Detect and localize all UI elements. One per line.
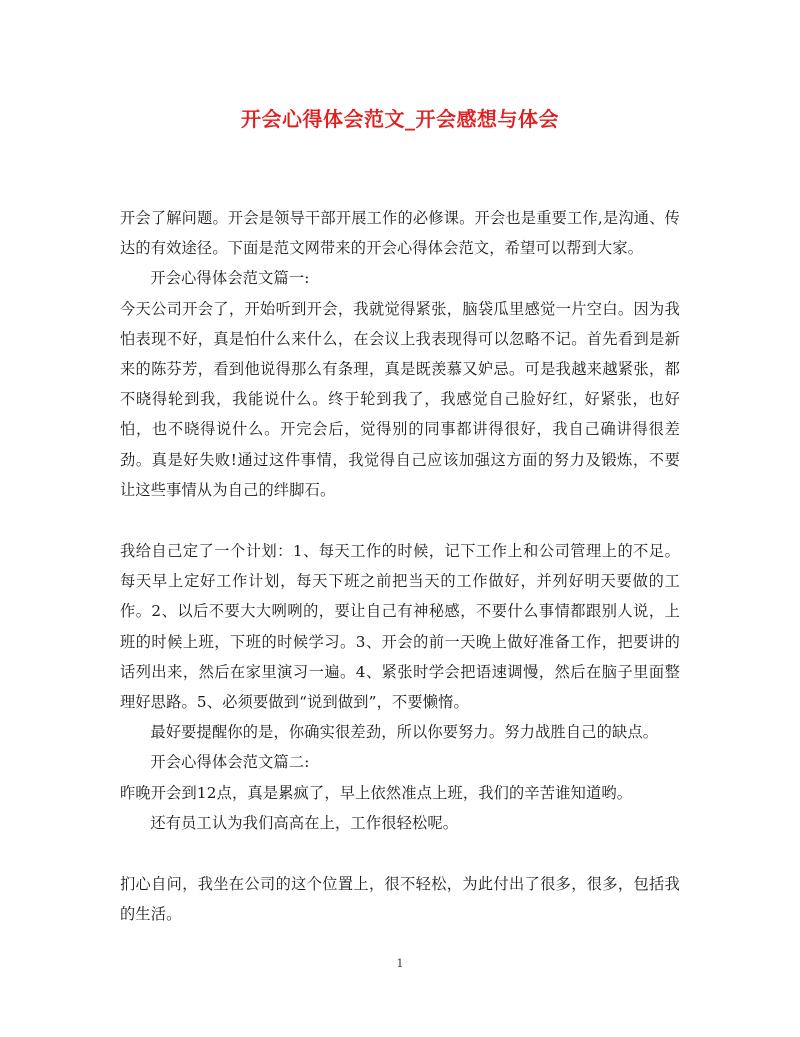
body-paragraph: 还有员工认为我们高高在上，工作很轻松呢。 (150, 813, 459, 832)
body-paragraph: 扪心自问，我坐在公司的这个位置上，很不轻松，为此付出了很多，很多，包括我的生活。 (120, 875, 680, 924)
body-paragraph: 最好要提醒你的是，你确实很差劲，所以你要努力。努力战胜自己的缺点。 (150, 723, 659, 742)
document-body (120, 203, 680, 929)
document-title: 开会心得体会范文_开会感想与体会 (241, 107, 559, 131)
paragraph-gap (120, 505, 680, 536)
body-paragraph: 昨晚开会到12点，真是累疯了，早上依然准点上班，我们的辛苦谁知道哟。 (120, 783, 633, 802)
section-heading-one: 开会心得体会范文篇一: (150, 269, 310, 288)
page-number: 1 (396, 957, 404, 970)
intro-paragraph: 开会了解问题。开会是领导干部开展工作的必修课。开会也是重要工作,是沟通、传达的有效途径。下面是范文网带来的开会心得体会范文，希望可以帮到大家。 (120, 209, 680, 258)
body-paragraph: 今天公司开会了，开始听到开会，我就觉得紧张，脑袋瓜里感觉一片空白。因为我怕表现不好，真是怕什么来什么，在会议上我表现得可以忽略不记。首先看到是新来的陈芬芳，看到他说得那么有条理，真是既羡慕又妒忌。可是我越来越紧张，都不晓得轮到我，我能说什么。终于轮到我了，我感觉自己脸好红，好紧张，也好怕，也不晓得说什么。开完会后，觉得别的同事都讲得很好，我自己确讲得很差劲。真是好失败!通过这件事情，我觉得自己应该加强这方面的努力及锻炼，不要让这些事情从为自己的绊脚石。 (120, 299, 680, 499)
paragraph-gap (120, 838, 680, 869)
body-paragraph: 我给自己定了一个计划：1、每天工作的时候，记下工作上和公司管理上的不足。每天早上定好工作计划，每天下班之前把当天的工作做好，并列好明天要做的工作。2、以后不要大大咧咧的，要让自己有神秘感，不要什么事情都跟别人说，上班的时候上班，下班的时候学习。3、开会的前一天晚上做好准备工作，把要讲的话列出来，然后在家里演习一遍。4、紧张时学会把语速调慢，然后在脑子里面整理好思路。5、必须要做到“说到做到”，不要懒惰。 (120, 542, 680, 712)
section-heading-two: 开会心得体会范文篇二: (150, 753, 310, 772)
